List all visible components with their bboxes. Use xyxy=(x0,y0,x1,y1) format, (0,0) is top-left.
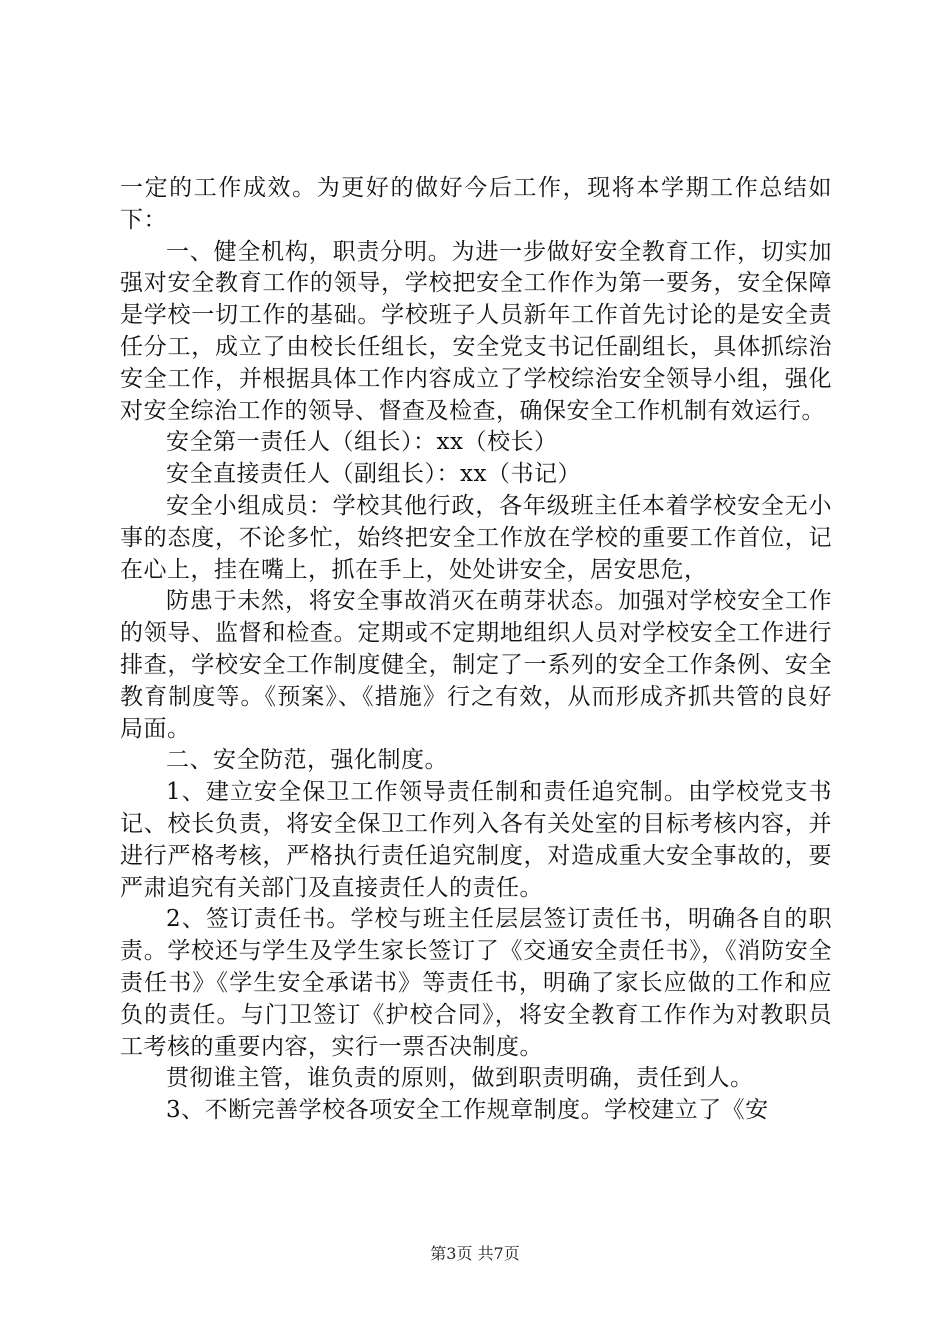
paragraph-section-two: 二、安全防范，强化制度。 xyxy=(166,747,448,774)
paragraph-section-one: 一、健全机构，职责分明。为进一步做好安全教育工作，切实加强对安全教育工作的领导，学校把安全工作作为第一要务，安全保障是学校一切工作的基础。学校班子人员新年工作首先讨论的是安全责任分工，成立了由校长任组长，安全党支书记任副组长，具体抓综治安全工作，并根据具体工作内容成立了学校综治安全领导小组，强化对安全综治工作的领导、督查及检查，确保安全工作机制有效运行。 xyxy=(120,238,832,424)
paragraph-prevention: 防患于未然，将安全事故消灭在萌芽状态。加强对学校安全工作的领导、监督和检查。定期或不定期地组织人员对学校安全工作进行排查，学校安全工作制度健全，制定了一系列的安全工作条例、安全教育制度等。《预案》、《措施》行之有效，从而形成齐抓共管的良好局面。 xyxy=(120,588,832,742)
document-body xyxy=(120,173,832,1127)
paragraph-direct-responsible: 安全直接责任人（副组长）：xx（书记） xyxy=(166,461,581,488)
paragraph-item-two: 2、签订责任书。学校与班主任层层签订责任书，明确各自的职责。学校还与学生及学生家长签订了《交通安全责任书》，《消防安全责任书》《学生安全承诺书》等责任书，明确了家长应做的工作和应负的责任。与门卫签订《护校合同》，将安全教育工作作为对教职员工考核的重要内容，实行一票否决制度。 xyxy=(120,906,832,1060)
paragraph-first-responsible: 安全第一责任人（组长）：xx（校长） xyxy=(166,429,558,456)
paragraph-principle: 贯彻谁主管，谁负责的原则，做到职责明确，责任到人。 xyxy=(166,1065,754,1092)
paragraph-intro-continuation: 一定的工作成效。为更好的做好今后工作，现将本学期工作总结如下： xyxy=(120,175,832,233)
paragraph-item-one: 1、建立安全保卫工作领导责任制和责任追究制。由学校党支书记、校长负责，将安全保卫工作列入各有关处室的目标考核内容，并进行严格考核，严格执行责任追究制度，对造成重大安全事故的，要严肃追究有关部门及直接责任人的责任。 xyxy=(120,779,832,901)
page-footer: 第3页 共7页 xyxy=(430,1244,520,1263)
paragraph-item-three: 3、不断完善学校各项安全工作规章制度。学校建立了《安 xyxy=(166,1097,769,1124)
paragraph-team-members: 安全小组成员：学校其他行政，各年级班主任本着学校安全无小事的态度，不论多忙，始终把安全工作放在学校的重要工作首位，记在心上，挂在嘴上，抓在手上，处处讲安全，居安思危， xyxy=(120,492,832,583)
